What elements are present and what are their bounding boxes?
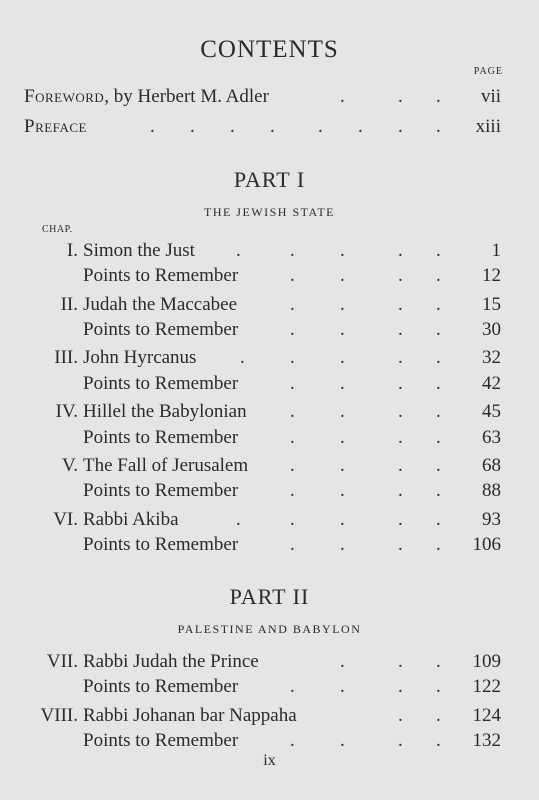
dot-leader: . . . . [290,480,441,501]
dot-leader: . . . . [290,373,441,394]
chapter-page: 15 [482,294,501,315]
chapter-number: VIII. [40,705,78,726]
chapter-column-label: CHAP. [42,224,73,235]
points-page: 42 [482,373,501,394]
points-to-remember: Points to Remember [83,265,239,286]
part-1-subtitle: THE JEWISH STATE [203,205,336,219]
dot-leader: . . . . [290,427,441,448]
points-page: 88 [482,480,501,501]
chapter-page: 45 [482,401,501,422]
chapter-page: 124 [472,705,501,726]
points-to-remember: Points to Remember [83,427,239,448]
points-to-remember: Points to Remember [83,319,239,340]
dot-leader: . . . [340,651,441,672]
preface-leader: . . . . . . . . [150,116,441,137]
points-page: 132 [472,730,501,751]
dot-leader: . . . . . [240,347,441,368]
chapter-title: Rabbi Akiba [83,509,179,530]
page-title: CONTENTS [200,36,339,63]
chapter-number: VI. [53,509,78,530]
chapter-title: Rabbi Judah the Prince [83,651,259,672]
foreword-leader: . . . [340,86,441,107]
page-folio: ix [263,752,276,769]
chapter-title: John Hyrcanus [83,347,197,368]
chapter-number: IV. [55,401,78,422]
points-to-remember: Points to Remember [83,676,239,697]
chapter-title: Judah the Maccabee [83,294,238,315]
chapter-number: I. [66,240,78,261]
dot-leader: . . . . [290,401,441,422]
dot-leader: . . . . [290,319,441,340]
chapter-title: Rabbi Johanan bar Nappaha [83,705,297,726]
dot-leader: . . . . [290,294,441,315]
dot-leader: . . . . . [236,240,441,261]
points-page: 30 [482,319,501,340]
chapter-page: 32 [482,347,501,368]
points-to-remember: Points to Remember [83,730,239,751]
chapter-number: II. [60,294,78,315]
dot-leader: . . . . [290,455,441,476]
points-to-remember: Points to Remember [83,534,239,555]
dot-leader: . . . . . [236,509,441,530]
dot-leader: . . . . [290,730,441,751]
dot-leader: . . . . [290,265,441,286]
chapter-number: VII. [46,651,78,672]
chapter-title: Hillel the Babylonian [83,401,247,422]
points-to-remember: Points to Remember [83,480,239,501]
dot-leader: . . . . [290,534,441,555]
chapter-page: 68 [482,455,501,476]
points-page: 122 [472,676,501,697]
chapter-page: 93 [482,509,501,530]
chapter-title: The Fall of Jerusalem [83,455,249,476]
page-column-label: PAGE [473,66,503,77]
foreword-label: Foreword [24,86,105,107]
foreword-page: vii [480,86,501,107]
chapter-number: V. [61,455,78,476]
points-to-remember: Points to Remember [83,373,239,394]
chapter-page: 109 [472,651,501,672]
preface-page: xiii [475,116,501,137]
foreword-rest: , by Herbert M. Adler [104,86,269,107]
chapter-number: III. [54,347,78,368]
part-2-subtitle: PALESTINE AND BABYLON [177,622,362,636]
points-page: 106 [472,534,501,555]
part-2-title: PART II [229,584,310,609]
points-page: 63 [482,427,501,448]
chapter-title: Simon the Just [83,240,195,261]
chapter-page: 1 [491,240,501,261]
dot-leader: . . . . [290,676,441,697]
points-page: 12 [482,265,501,286]
dot-leader: . . [398,705,441,726]
preface-label: Preface [24,116,87,137]
part-1-title: PART I [233,167,306,192]
